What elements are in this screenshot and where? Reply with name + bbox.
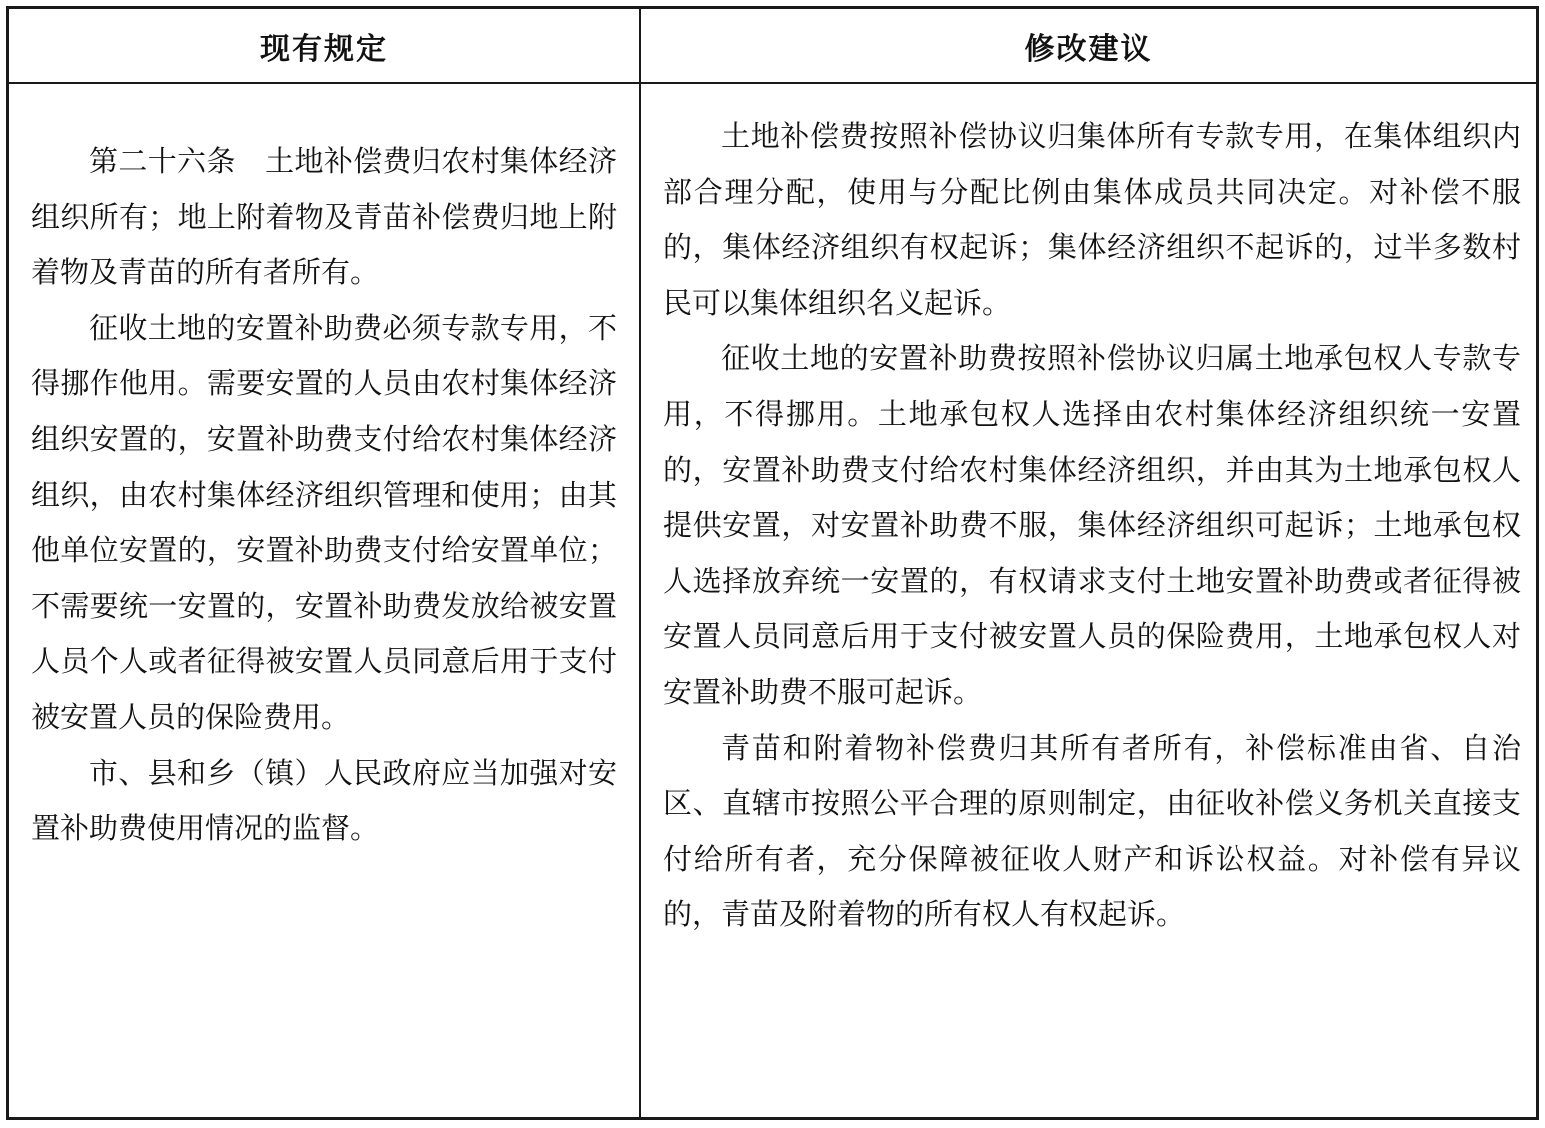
suggested-amendments-cell xyxy=(663,109,1521,943)
suggested-paragraph: 征收土地的安置补助费按照补偿协议归属土地承包权人专款专用，不得挪用。土地承包权人选择由农村集体经济组织统一安置的，安置补助费支付给农村集体经济组织，并由其为土地承包权人提供安置，对安置补助费不服，集体经济组织可起诉；土地承包权人选择放弃统一安置的，有权请求支付土地安置补助费或者征得被安置人员同意后用于支付被安置人员的保险费用，土地承包权人对安置补助费不服可起诉。 xyxy=(663,341,1521,709)
header-suggested-amendments: 修改建议 xyxy=(1024,31,1153,67)
current-paragraph: 市、县和乡（镇）人民政府应当加强对安置补助费使用情况的监督。 xyxy=(31,755,617,846)
header-current-provisions: 现有规定 xyxy=(260,31,388,67)
current-paragraph: 征收土地的安置补助费必须专款专用，不得挪作他用。需要安置的人员由农村集体经济组织安置的，安置补助费支付给农村集体经济组织，由农村集体经济组织管理和使用；由其他单位安置的，安置补助费支付给安置单位；不需要统一安置的，安置补助费发放给被安置人员个人或者征得被安置人员同意后用于支付被安置人员的保险费用。 xyxy=(31,310,617,734)
column-divider xyxy=(639,9,641,1117)
suggested-paragraph: 土地补偿费按照补偿协议归集体所有专款专用，在集体组织内部合理分配，使用与分配比例由集体成员共同决定。对补偿不服的，集体经济组织有权起诉；集体经济组织不起诉的，过半多数村民可以集体组织名义起诉。 xyxy=(663,119,1521,320)
header-divider xyxy=(9,82,1536,84)
comparison-table xyxy=(6,6,1539,1120)
suggested-paragraph: 青苗和附着物补偿费归其所有者所有，补偿标准由省、自治区、直辖市按照公平合理的原则制定，由征收补偿义务机关直接支付给所有者，充分保障被征收人财产和诉讼权益。对补偿有异议的，青苗及附着物的所有权人有权起诉。 xyxy=(663,730,1521,932)
current-paragraph: 第二十六条 土地补偿费归农村集体经济组织所有；地上附着物及青苗补偿费归地上附着物及青苗的所有者所有。 xyxy=(31,144,617,290)
current-provisions-cell xyxy=(31,134,617,857)
